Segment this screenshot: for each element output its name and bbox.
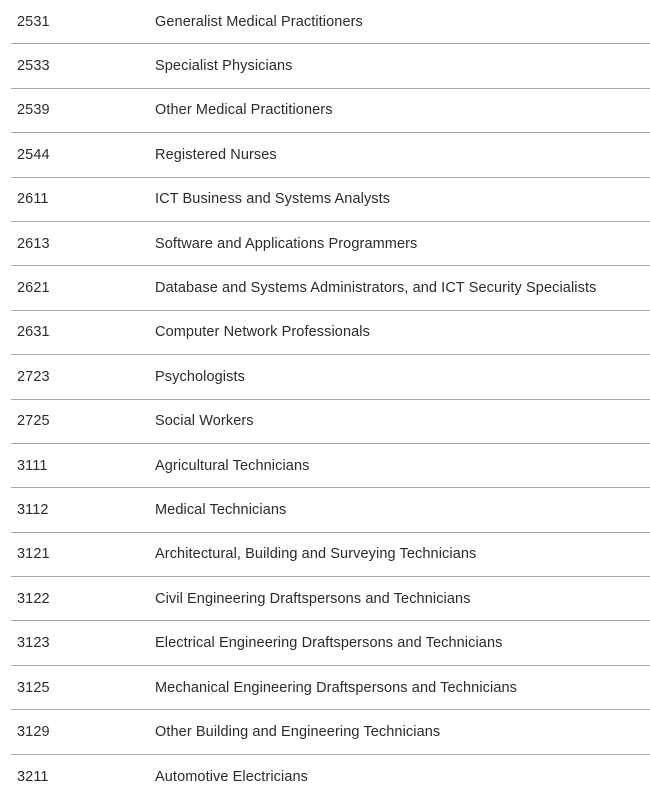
occupation-code: 2631: [17, 324, 50, 341]
occupation-title: Computer Network Professionals: [155, 324, 370, 341]
table-row: [11, 488, 650, 532]
table-row: [11, 89, 650, 133]
occupation-code: 3129: [17, 723, 50, 740]
table-row: [11, 533, 650, 577]
occupation-title: Registered Nurses: [155, 146, 277, 163]
occupation-code: 3122: [17, 590, 50, 607]
occupation-table: [11, 0, 650, 799]
occupation-title: ICT Business and Systems Analysts: [155, 191, 391, 208]
table-row: [11, 0, 650, 44]
occupation-title: Other Building and Engineering Technicians: [155, 723, 441, 740]
occupation-title: Mechanical Engineering Draftspersons and Technicians: [155, 679, 518, 696]
occupation-code: 2613: [17, 235, 50, 252]
occupation-title: Automotive Electricians: [155, 768, 308, 785]
table-row: [11, 621, 650, 665]
occupation-code: 2723: [17, 368, 50, 385]
table-row: [11, 311, 650, 355]
occupation-code: 2544: [17, 146, 50, 163]
occupation-title: Medical Technicians: [155, 501, 287, 518]
occupation-code: 2539: [17, 102, 50, 119]
occupation-title: Other Medical Practitioners: [155, 102, 333, 119]
occupation-code: 2531: [17, 13, 50, 30]
table-row: [11, 133, 650, 177]
occupation-code: 2725: [17, 413, 50, 430]
occupation-code: 3112: [17, 501, 49, 518]
table-row: [11, 577, 650, 621]
table-row: [11, 400, 650, 444]
occupation-title: Electrical Engineering Draftspersons and Technicians: [155, 635, 503, 652]
occupation-title: Software and Applications Programmers: [155, 235, 418, 252]
occupation-title: Social Workers: [155, 413, 254, 430]
table-row: [11, 222, 650, 266]
occupation-code: 3211: [17, 768, 49, 785]
occupation-code: 3123: [17, 635, 50, 652]
table-row: [11, 178, 650, 222]
occupation-title: Architectural, Building and Surveying Technicians: [155, 546, 477, 563]
occupation-title: Specialist Physicians: [155, 58, 293, 75]
occupation-code: 2611: [17, 191, 49, 208]
occupation-title: Civil Engineering Draftspersons and Technicians: [155, 590, 471, 607]
occupation-code: 2621: [17, 280, 50, 297]
table-row: [11, 666, 650, 710]
table-row: [11, 266, 650, 310]
table-row: [11, 444, 650, 488]
occupation-title: Database and Systems Administrators, and ICT Security Specialists: [155, 280, 597, 297]
occupation-title: Psychologists: [155, 368, 245, 385]
table-row: [11, 355, 650, 399]
table-row: [11, 44, 650, 88]
occupation-code: 3125: [17, 679, 50, 696]
table-row: [11, 710, 650, 754]
table-row: [11, 755, 650, 799]
occupation-code: 3121: [17, 546, 50, 563]
occupation-code: 3111: [17, 457, 48, 474]
occupation-code: 2533: [17, 58, 50, 75]
occupation-title: Agricultural Technicians: [155, 457, 310, 474]
occupation-title: Generalist Medical Practitioners: [155, 13, 363, 30]
